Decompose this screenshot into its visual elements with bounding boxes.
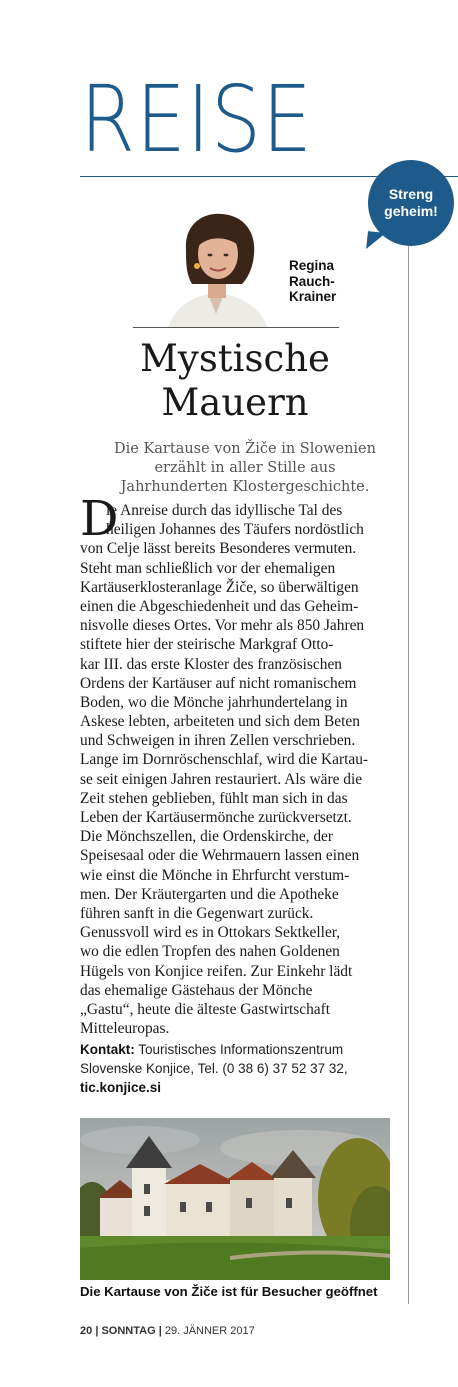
subheadline: Die Kartause von Žiče in Slowenien erzählt in aller Stille aus Jahrhunderten Klostergeschichte. <box>114 441 376 495</box>
body-line: wie einst die Mönche in Ehrfurcht verstum- <box>80 866 350 884</box>
contact-label: Kontakt: <box>80 1042 135 1057</box>
body-line: nisvolle dieses Ortes. Vor mehr als 850 Jahren <box>80 617 365 635</box>
body-line: ie Anreise durch das idyllische Tal des <box>106 502 343 519</box>
speech-bubble-badge <box>368 160 454 246</box>
badge-text: Streng geheim! <box>384 186 438 219</box>
body-line: einen die Abgeschiedenheit und das Geheim- <box>80 597 359 615</box>
body-line: und Schweigen in ihren Zellen verschrieben. <box>80 732 356 750</box>
issue-date: 29. JÄNNER 2017 <box>164 1325 255 1337</box>
contact-link[interactable]: tic.konjice.si <box>80 1080 162 1095</box>
body-line: Speisesaal oder die Wehrmauern lassen einen <box>80 847 360 865</box>
body-line: Boden, wo die Mönche jahrhundertelang in <box>80 693 348 711</box>
magazine-name: SONNTAG <box>101 1325 156 1337</box>
author-name: Regina Rauch- Krainer <box>289 258 337 305</box>
body-line: Ordens der Kartäuser auf nicht romanischem <box>80 674 357 692</box>
body-line: Askese lebten, arbeiteten und sich dem Beten <box>80 713 360 731</box>
body-line: Steht man schließlich vor der ehemaligen <box>80 559 336 577</box>
body-line: kar III. das erste Kloster des französischen <box>80 655 342 673</box>
section-title: REISE <box>80 66 313 173</box>
body-line: Genussvoll wird es in Ottokars Sektkeller, <box>80 924 341 942</box>
drop-cap: D <box>80 491 119 547</box>
body-line: heiligen Johannes des Täufers nordöstlich <box>106 521 364 539</box>
photo-caption: Die Kartause von Žiče ist für Besucher geöffnet <box>80 1284 378 1299</box>
headline-line-1: Mystische <box>140 337 330 380</box>
body-line: Hügels von Konjice reifen. Zur Einkehr lädt <box>80 962 353 980</box>
body-line: men. Der Kräutergarten und die Apotheke <box>80 885 339 903</box>
body-line: se seit einigen Jahren restauriert. Als wäre die <box>80 770 363 788</box>
contact-text-2: Slovenske Konjice, Tel. (0 38 6) 37 52 37 32, <box>80 1061 348 1076</box>
body-line: Zeit stehen geblieben, fühlt man sich in das <box>80 789 348 807</box>
body-line: stiftete hier der steirische Markgraf Otto- <box>80 636 334 654</box>
page-footer: 20 | SONNTAG | 29. JÄNNER 2017 <box>80 1325 255 1337</box>
body-line: Die Mönchszellen, die Ordenskirche, der <box>80 828 333 846</box>
column-divider <box>408 246 409 1304</box>
headline-line-2: Mauern <box>161 381 309 424</box>
body-line: das ehemalige Gästehaus der Mönche <box>80 981 313 999</box>
body-line: „Gastu“, heute die älteste Gastwirtschaft <box>80 1000 331 1018</box>
monastery-photo <box>80 1118 390 1280</box>
body-line: Leben der Kartäusermönche zurückversetzt. <box>80 809 352 826</box>
article-body <box>80 491 390 1038</box>
headline <box>80 337 390 425</box>
body-line: Kartäuserklosteranlage Žiče, so überwältigen <box>80 578 359 596</box>
author-portrait <box>150 210 282 328</box>
body-line: wo die edlen Tropfen des nahen Goldenen <box>80 943 340 961</box>
body-line: Mitteleuropas. <box>80 1020 170 1038</box>
author-rule <box>133 327 339 328</box>
body-line: von Celje lässt bereits Besonderes vermuten. <box>80 540 357 558</box>
contact-text-1: Touristisches Informationszentrum <box>134 1042 344 1057</box>
body-line: führen sanft in die Gegenwart zurück. <box>80 904 314 922</box>
body-line: Lange im Dornröschenschlaf, wird die Kartau- <box>80 751 369 769</box>
contact-info <box>80 1040 400 1097</box>
page-number: 20 <box>80 1325 93 1337</box>
